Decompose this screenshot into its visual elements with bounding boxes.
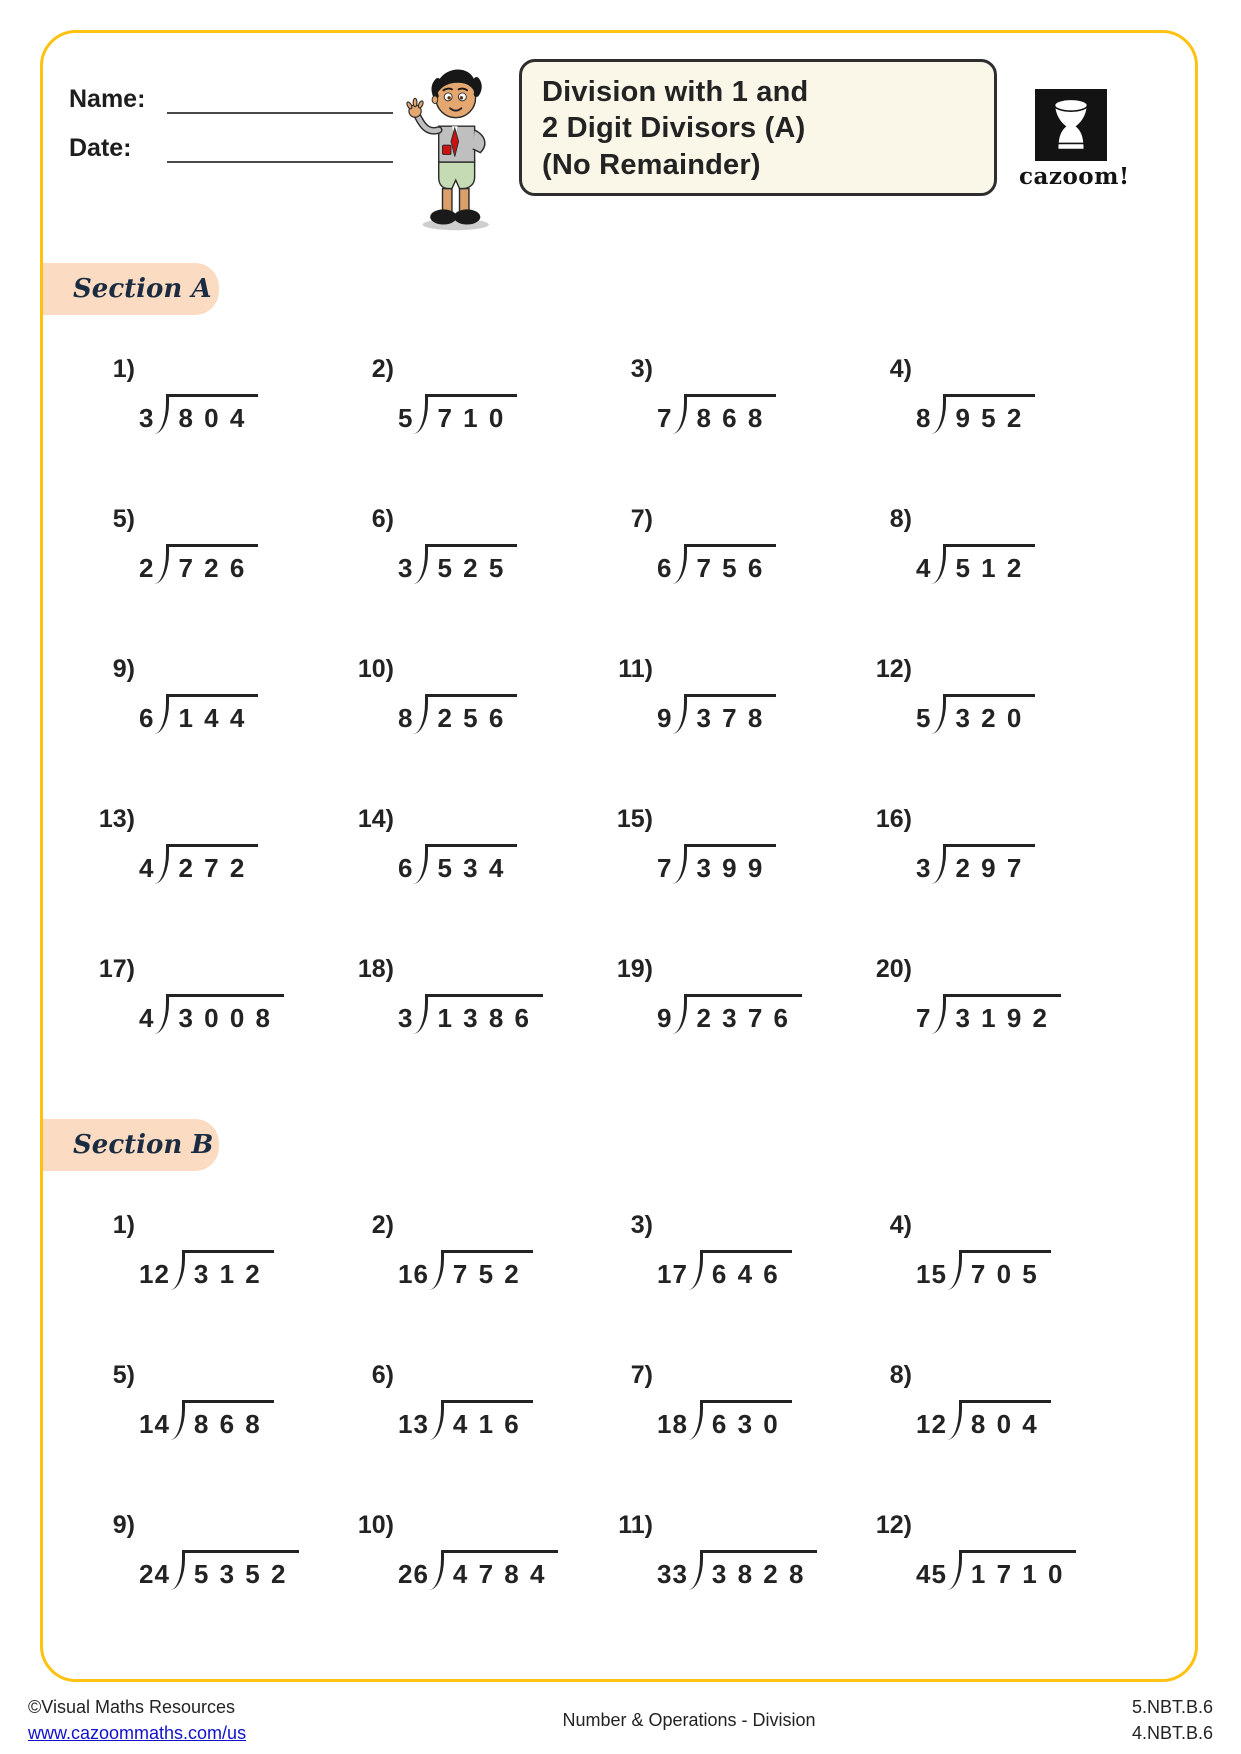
long-division-expression: [657, 1250, 792, 1290]
problem-number: 2): [371, 355, 394, 383]
long-division-expression: [657, 694, 776, 734]
long-division-expression: [657, 394, 776, 434]
division-bracket-icon: [672, 544, 687, 584]
division-problem: [870, 955, 1129, 1105]
name-date-fields: [69, 59, 399, 183]
problem-number: 11): [618, 655, 653, 683]
long-division-expression: [657, 994, 802, 1034]
division-bracket-icon: [154, 694, 169, 734]
problem-number: 12): [875, 1511, 912, 1539]
dividend: 7 5 2: [444, 1250, 533, 1290]
title-line-3: (No Remainder): [542, 148, 761, 181]
divisor: 12: [916, 1409, 947, 1439]
section-b-label: Section B: [43, 1119, 219, 1171]
dividend: 3 2 0: [946, 694, 1035, 734]
cartoon-boy-illustration: [399, 61, 503, 233]
long-division-expression: [398, 1400, 533, 1440]
division-problem: [611, 805, 870, 955]
worksheet-title-box: [519, 59, 997, 196]
date-input-line[interactable]: [167, 135, 393, 163]
divisor: 18: [657, 1409, 688, 1439]
divisor: 9: [657, 703, 673, 733]
division-problem: [611, 1211, 870, 1361]
problem-number: 1): [112, 355, 135, 383]
division-bracket-icon: [688, 1400, 703, 1440]
long-division-expression: [916, 1550, 1076, 1590]
division-problem: [870, 505, 1129, 655]
copyright-text: ©Visual Maths Resources: [28, 1697, 236, 1717]
name-label: Name:: [69, 85, 146, 113]
problem-number: 10): [357, 1511, 394, 1539]
dividend: 8 0 4: [962, 1400, 1051, 1440]
division-problem: [352, 955, 611, 1105]
dividend: 3 9 9: [687, 844, 776, 884]
dividend: 5 1 2: [946, 544, 1035, 584]
dividend: 7 5 6: [687, 544, 776, 584]
division-bracket-icon: [170, 1400, 185, 1440]
division-bracket-icon: [931, 394, 946, 434]
division-bracket-icon: [931, 694, 946, 734]
divisor: 33: [657, 1559, 688, 1589]
problem-number: 7): [630, 1361, 653, 1389]
division-bracket-icon: [170, 1250, 185, 1290]
problem-number: 3): [630, 1211, 653, 1239]
dividend: 7 0 5: [962, 1250, 1051, 1290]
problem-number: 6): [371, 505, 394, 533]
problem-number: 14): [357, 805, 394, 833]
division-problem: [93, 1361, 352, 1511]
division-problem: [352, 1511, 611, 1661]
long-division-expression: [916, 994, 1061, 1034]
division-problem: [93, 1511, 352, 1661]
division-problem: [870, 1211, 1129, 1361]
dividend: 8 6 8: [185, 1400, 274, 1440]
long-division-expression: [916, 1250, 1051, 1290]
divisor: 7: [657, 403, 673, 433]
division-bracket-icon: [154, 994, 169, 1034]
long-division-expression: [139, 394, 258, 434]
footer-standards: [1132, 1694, 1213, 1746]
long-division-expression: [916, 544, 1035, 584]
division-bracket-icon: [413, 394, 428, 434]
dividend: 4 1 6: [444, 1400, 533, 1440]
dividend: 1 7 1 0: [962, 1550, 1077, 1590]
problem-number: 8): [889, 505, 912, 533]
divisor: 4: [139, 1003, 155, 1033]
dividend: 8 0 4: [169, 394, 258, 434]
division-problem: [870, 1361, 1129, 1511]
division-problem: [870, 1511, 1129, 1661]
division-problem: [611, 1361, 870, 1511]
problem-number: 5): [112, 505, 135, 533]
problem-number: 7): [630, 505, 653, 533]
problem-number: 2): [371, 1211, 394, 1239]
division-bracket-icon: [947, 1550, 962, 1590]
dividend: 8 6 8: [687, 394, 776, 434]
long-division-expression: [398, 994, 543, 1034]
long-division-expression: [139, 544, 258, 584]
long-division-expression: [657, 1400, 792, 1440]
dividend: 5 3 4: [428, 844, 517, 884]
dividend: 6 3 0: [703, 1400, 792, 1440]
division-problem: [352, 805, 611, 955]
title-line-2: 2 Digit Divisors (A): [542, 112, 806, 145]
division-bracket-icon: [931, 844, 946, 884]
divisor: 2: [139, 553, 155, 583]
divisor: 4: [139, 853, 155, 883]
division-bracket-icon: [154, 394, 169, 434]
division-bracket-icon: [429, 1250, 444, 1290]
section-a-label: Section A: [43, 263, 219, 315]
long-division-expression: [916, 694, 1035, 734]
divisor: 5: [398, 403, 414, 433]
long-division-expression: [139, 1250, 274, 1290]
division-problem: [93, 1211, 352, 1361]
problem-number: 3): [630, 355, 653, 383]
divisor: 7: [916, 1003, 932, 1033]
division-bracket-icon: [688, 1550, 703, 1590]
standard-code-2: 4.NBT.B.6: [1131, 1723, 1213, 1744]
long-division-expression: [398, 694, 517, 734]
dividend: 2 9 7: [946, 844, 1035, 884]
problem-number: 12): [875, 655, 912, 683]
divisor: 14: [139, 1409, 170, 1439]
problem-number: 9): [112, 1511, 135, 1539]
problem-number: 6): [371, 1361, 394, 1389]
dividend: 3 1 2: [185, 1250, 274, 1290]
divisor: 6: [139, 703, 155, 733]
long-division-expression: [657, 1550, 817, 1590]
problem-number: 15): [616, 805, 653, 833]
title-line-1: Division with 1 and: [542, 76, 809, 108]
divisor: 26: [398, 1559, 429, 1589]
dividend: 5 2 5: [428, 544, 517, 584]
division-problem: [352, 1361, 611, 1511]
divisor: 6: [398, 853, 414, 883]
division-problem: [870, 805, 1129, 955]
long-division-expression: [398, 844, 517, 884]
dividend: 3 8 2 8: [703, 1550, 818, 1590]
division-bracket-icon: [688, 1250, 703, 1290]
division-problem: [611, 655, 870, 805]
division-bracket-icon: [947, 1400, 962, 1440]
section-a-problems: [43, 315, 1195, 1105]
dividend: 3 1 9 2: [946, 994, 1061, 1034]
division-bracket-icon: [931, 544, 946, 584]
divisor: 7: [657, 853, 673, 883]
division-bracket-icon: [413, 844, 428, 884]
long-division-expression: [398, 394, 517, 434]
problem-number: 17): [98, 955, 135, 983]
long-division-expression: [657, 844, 776, 884]
division-problem: [352, 1211, 611, 1361]
divisor: 8: [398, 703, 414, 733]
long-division-expression: [916, 1400, 1051, 1440]
dividend: 2 5 6: [428, 694, 517, 734]
dividend: 2 3 7 6: [687, 994, 802, 1034]
divisor: 3: [139, 403, 155, 433]
footer-credits: [28, 1694, 246, 1746]
long-division-expression: [398, 1550, 558, 1590]
dividend: 5 3 5 2: [185, 1550, 300, 1590]
long-division-expression: [398, 1250, 533, 1290]
long-division-expression: [139, 1400, 274, 1440]
division-problem: [93, 955, 352, 1105]
date-label: Date:: [69, 134, 132, 162]
divisor: 9: [657, 1003, 673, 1033]
standard-code-1: 5.NBT.B.6: [1131, 1697, 1213, 1717]
divisor: 3: [916, 853, 932, 883]
division-problem: [870, 655, 1129, 805]
worksheet-border-frame: [40, 30, 1198, 1682]
long-division-expression: [657, 544, 776, 584]
division-problem: [611, 955, 870, 1105]
problem-number: 5): [112, 1361, 135, 1389]
division-problem: [611, 1511, 870, 1661]
division-bracket-icon: [672, 394, 687, 434]
division-bracket-icon: [672, 844, 687, 884]
division-problem: [611, 355, 870, 505]
divisor: 12: [139, 1259, 170, 1289]
divisor: 13: [398, 1409, 429, 1439]
dividend: 3 7 8: [687, 694, 776, 734]
division-bracket-icon: [413, 694, 428, 734]
dividend: 4 7 8 4: [444, 1550, 559, 1590]
dividend: 7 1 0: [428, 394, 517, 434]
cazoom-logo-text: cazoom!: [1019, 163, 1130, 190]
division-problem: [93, 505, 352, 655]
division-problem: [352, 505, 611, 655]
dividend: 9 5 2: [946, 394, 1035, 434]
drum-icon: [1035, 89, 1107, 161]
division-problem: [93, 655, 352, 805]
divisor: 16: [398, 1259, 429, 1289]
division-bracket-icon: [429, 1550, 444, 1590]
problem-number: 10): [357, 655, 394, 683]
division-bracket-icon: [154, 544, 169, 584]
division-problem: [93, 355, 352, 505]
dividend: 6 4 6: [703, 1250, 792, 1290]
long-division-expression: [398, 544, 517, 584]
long-division-expression: [916, 844, 1035, 884]
cazoom-logo: [1019, 89, 1130, 190]
divisor: 3: [398, 553, 414, 583]
waving-hand: [406, 98, 424, 117]
problem-number: 20): [875, 955, 912, 983]
division-bracket-icon: [672, 994, 687, 1034]
dividend: 1 3 8 6: [428, 994, 543, 1034]
website-link[interactable]: www.cazoommaths.com/us: [28, 1723, 247, 1744]
divisor: 3: [398, 1003, 414, 1033]
date-field-row: [69, 134, 399, 163]
long-division-expression: [139, 694, 258, 734]
dividend: 7 2 6: [169, 544, 258, 584]
problem-number: 9): [112, 655, 135, 683]
division-problem: [352, 655, 611, 805]
problem-number: 13): [98, 805, 135, 833]
division-problem: [93, 805, 352, 955]
division-bracket-icon: [154, 844, 169, 884]
name-field-row: [69, 85, 399, 114]
problem-number: 11): [618, 1511, 653, 1539]
divisor: 4: [916, 553, 932, 583]
divisor: 24: [139, 1559, 170, 1589]
divisor: 17: [657, 1259, 688, 1289]
problem-number: 18): [357, 955, 394, 983]
dividend: 1 4 4: [169, 694, 258, 734]
problem-number: 16): [875, 805, 912, 833]
worksheet-header: [43, 33, 1195, 233]
division-problem: [611, 505, 870, 655]
problem-number: 4): [889, 355, 912, 383]
division-bracket-icon: [947, 1250, 962, 1290]
problem-number: 19): [616, 955, 653, 983]
division-bracket-icon: [413, 994, 428, 1034]
divisor: 15: [916, 1259, 947, 1289]
long-division-expression: [139, 844, 258, 884]
divisor: 8: [916, 403, 932, 433]
dividend: 3 0 0 8: [169, 994, 284, 1034]
division-bracket-icon: [429, 1400, 444, 1440]
divisor: 6: [657, 553, 673, 583]
division-problem: [870, 355, 1129, 505]
worksheet-footer: [0, 1694, 1241, 1746]
long-division-expression: [139, 994, 284, 1034]
problem-number: 4): [889, 1211, 912, 1239]
problem-number: 8): [889, 1361, 912, 1389]
name-input-line[interactable]: [167, 86, 393, 114]
division-bracket-icon: [170, 1550, 185, 1590]
division-bracket-icon: [672, 694, 687, 734]
long-division-expression: [139, 1550, 299, 1590]
divisor: 5: [916, 703, 932, 733]
section-b-problems: [43, 1171, 1195, 1661]
problem-number: 1): [112, 1211, 135, 1239]
footer-topic: Number & Operations - Division: [562, 1709, 816, 1730]
dividend: 2 7 2: [169, 844, 258, 884]
division-problem: [352, 355, 611, 505]
division-bracket-icon: [931, 994, 946, 1034]
division-bracket-icon: [413, 544, 428, 584]
divisor: 45: [916, 1559, 947, 1589]
long-division-expression: [916, 394, 1035, 434]
